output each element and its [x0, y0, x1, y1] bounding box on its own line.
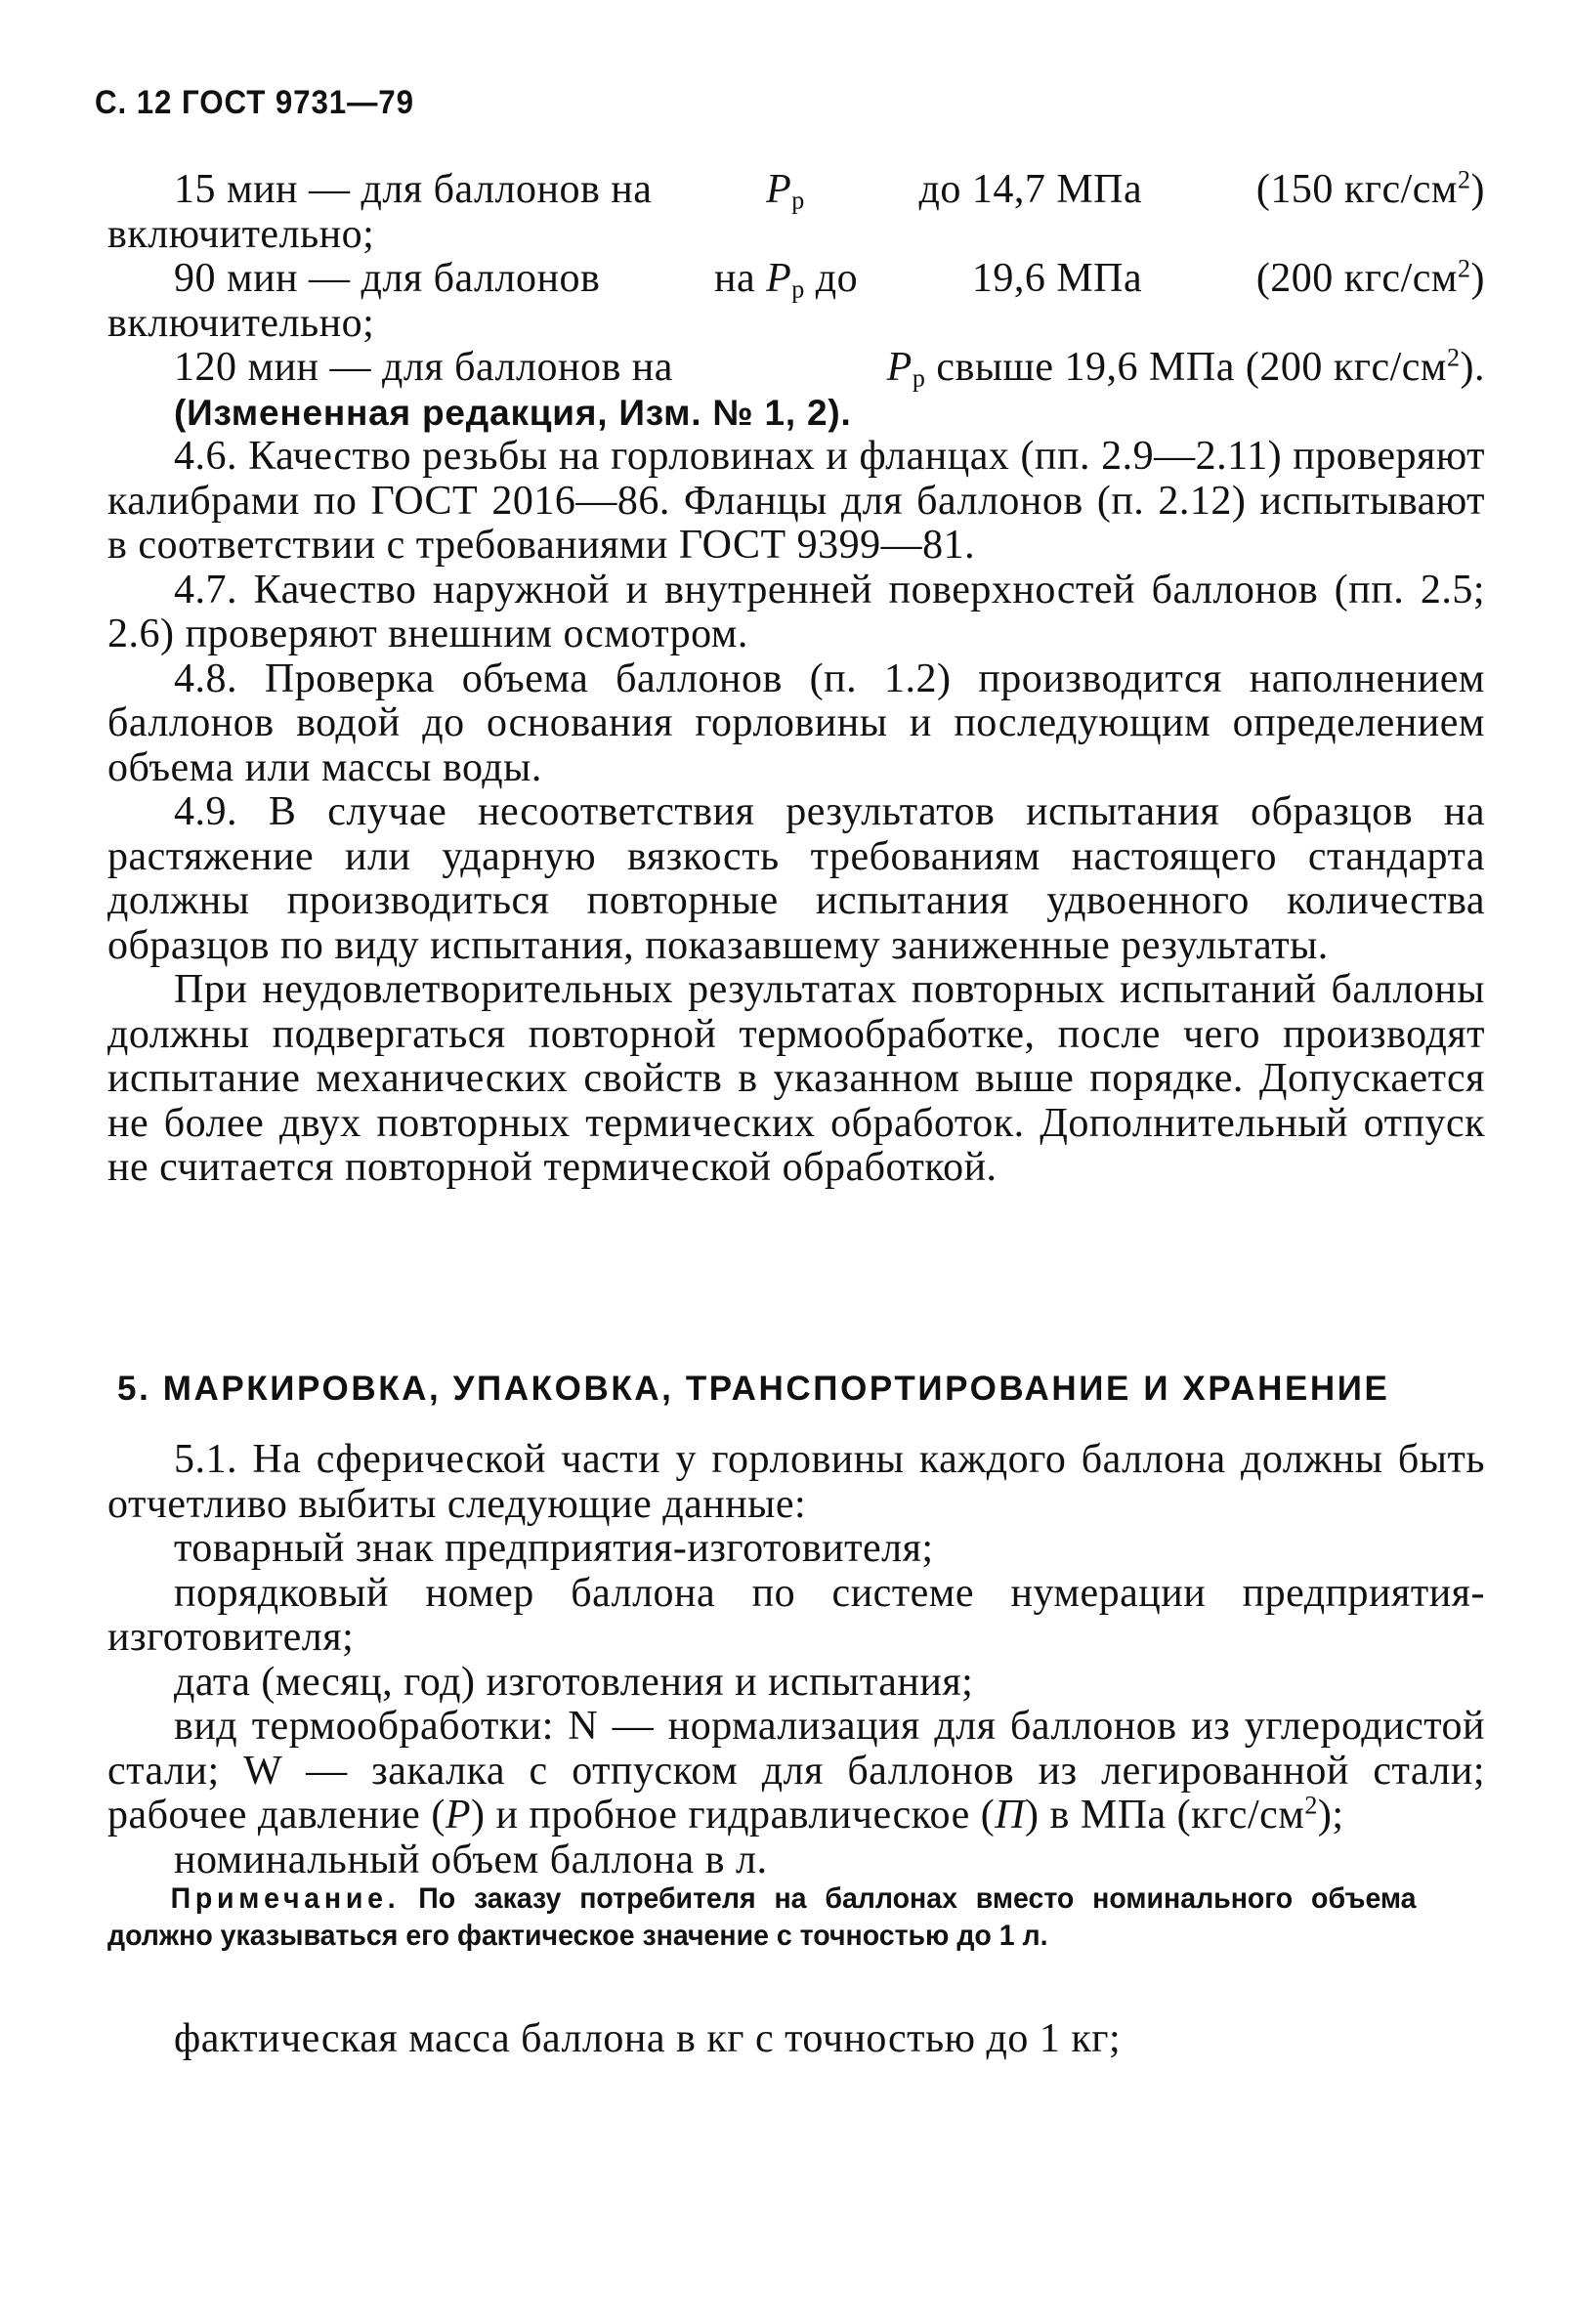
item-4-part-b: ) и пробное гидравлическое ( [470, 1793, 996, 1838]
marking-item-heat-treatment [107, 1705, 1485, 1838]
marking-item-volume: номинальный объем баллона в л. [174, 1837, 768, 1882]
marking-item-serial-number: порядковый номер баллона по системе нумерации предприятия-изготовителя; [107, 1570, 1485, 1660]
units-text: (200 кгс/см [1255, 256, 1458, 301]
marking-item-date: дата (месяц, год) изготовления и испытания; [174, 1659, 974, 1705]
symbol-p: P [445, 1793, 471, 1838]
word-na: на [713, 256, 756, 301]
close-paren: ) [1470, 256, 1485, 301]
edit-note-text: (Измененная редакция, Изм. № 1, 2). [174, 392, 852, 433]
timing-2-units [1255, 254, 1485, 302]
timing-2-b [714, 257, 858, 302]
close-paren: ) [1470, 167, 1485, 212]
section-5-heading: 5. МАРКИРОВКА, УПАКОВКА, ТРАНСПОРТИРОВАНИЕ И ХРАНЕНИЕ [117, 1370, 1390, 1408]
superscript-2: 2 [1304, 1791, 1318, 1820]
timing-line-3 [107, 343, 1485, 393]
timing-1-continuation: включительно; [107, 211, 375, 257]
superscript-2: 2 [1457, 254, 1471, 283]
paragraph-4-9: 4.9. В случае несоответствия результатов испытания образцов на растяжение или ударную вязкость требованиям настоящего стандарта должны производиться повторные испытания удвоенного количества образцов по виду испытания, показавшему заниженные результаты. [107, 789, 1485, 968]
paragraph-4-7: 4.7. Качество наружной и внутренней поверхностей баллонов (пп. 2.5; 2.6) проверяют внешним осмотром. [107, 567, 1485, 656]
timing-2-d: 19,6 МПа [971, 256, 1143, 301]
paragraph-4-9-continued: При неудовлетворительных результатах повторных испытаний баллоны должны подвергаться повторной термообработке, после чего производят испытание механических свойств в указанном выше порядке. Допускается не более двух повторных термических обработок. Дополнительный отпуск не считается повторной термической обработкой. [107, 967, 1485, 1190]
subscript-r: р [912, 363, 926, 393]
note-label: Примечание. [170, 1882, 401, 1915]
item-4-part-d: ); [1317, 1793, 1344, 1838]
marking-item-mass: фактическая масса баллона в кг с точностью до 1 кг; [174, 2016, 1122, 2061]
subscript-r: р [791, 275, 805, 304]
close-paren: ). [1460, 345, 1485, 390]
paragraph-4-6: 4.6. Качество резьбы на горловинах и фланцах (пп. 2.9—2.11) проверяют калибрами по ГОСТ 2016—86. Фланцы для баллонов (п. 2.12) испытывают в соответствии с требованиями ГОСТ 9399—81. [107, 434, 1485, 568]
timing-1-pressure [766, 168, 805, 213]
units-text: (150 кгс/см [1255, 167, 1458, 212]
superscript-2: 2 [1457, 165, 1471, 194]
word-do: до [815, 256, 859, 301]
timing-1-b: до 14,7 МПа [918, 167, 1143, 212]
superscript-2: 2 [1446, 343, 1461, 372]
timing-line-1 [107, 165, 1485, 215]
symbol-pi: П [995, 1793, 1026, 1838]
timing-2-continuation: включительно; [107, 300, 375, 346]
symbol-p: P [766, 256, 792, 301]
paragraph-5-1: 5.1. На сферической части у горловины каждого баллона должны быть отчетливо выбиты следующие данные: [107, 1437, 1485, 1527]
item-4-part-a: вид термообработки: N — нормализация для баллонов из углеродистой стали; W — закалка с отпуском для баллонов из легированной стали; рабочее давление ( [107, 1704, 1485, 1838]
main-body [107, 165, 1485, 1191]
units-text: свыше 19,6 МПа (200 кгс/см [936, 345, 1447, 390]
section-5-body [107, 1438, 1485, 1882]
edit-note [107, 391, 1485, 436]
item-4-part-c: ) в МПа (кгс/см [1025, 1793, 1305, 1838]
note [107, 1880, 1417, 1955]
subscript-r: р [791, 186, 805, 215]
note-text: По заказу потребителя на баллонах вместо номинального объема должно указываться его фактическое значение с точностью до 1 л. [107, 1882, 1417, 1952]
symbol-p: P [766, 167, 792, 212]
timing-line-2 [107, 254, 1485, 304]
timing-2-a: 90 мин — для баллонов [174, 256, 601, 301]
timing-1-units [1255, 165, 1485, 213]
timing-3-rest [886, 343, 1485, 393]
timing-3-a: 120 мин — для баллонов на [174, 345, 673, 390]
paragraph-4-8: 4.8. Проверка объема баллонов (п. 1.2) производится наполнением баллонов водой до основания горловины и последующим определением объема или массы воды. [107, 655, 1485, 790]
symbol-p: P [886, 345, 913, 390]
timing-1-a: 15 мин — для баллонов на [174, 167, 653, 212]
running-head: С. 12 ГОСТ 9731—79 [95, 84, 414, 121]
marking-item-trademark: товарный знак предприятия-изготовителя; [174, 1526, 934, 1571]
